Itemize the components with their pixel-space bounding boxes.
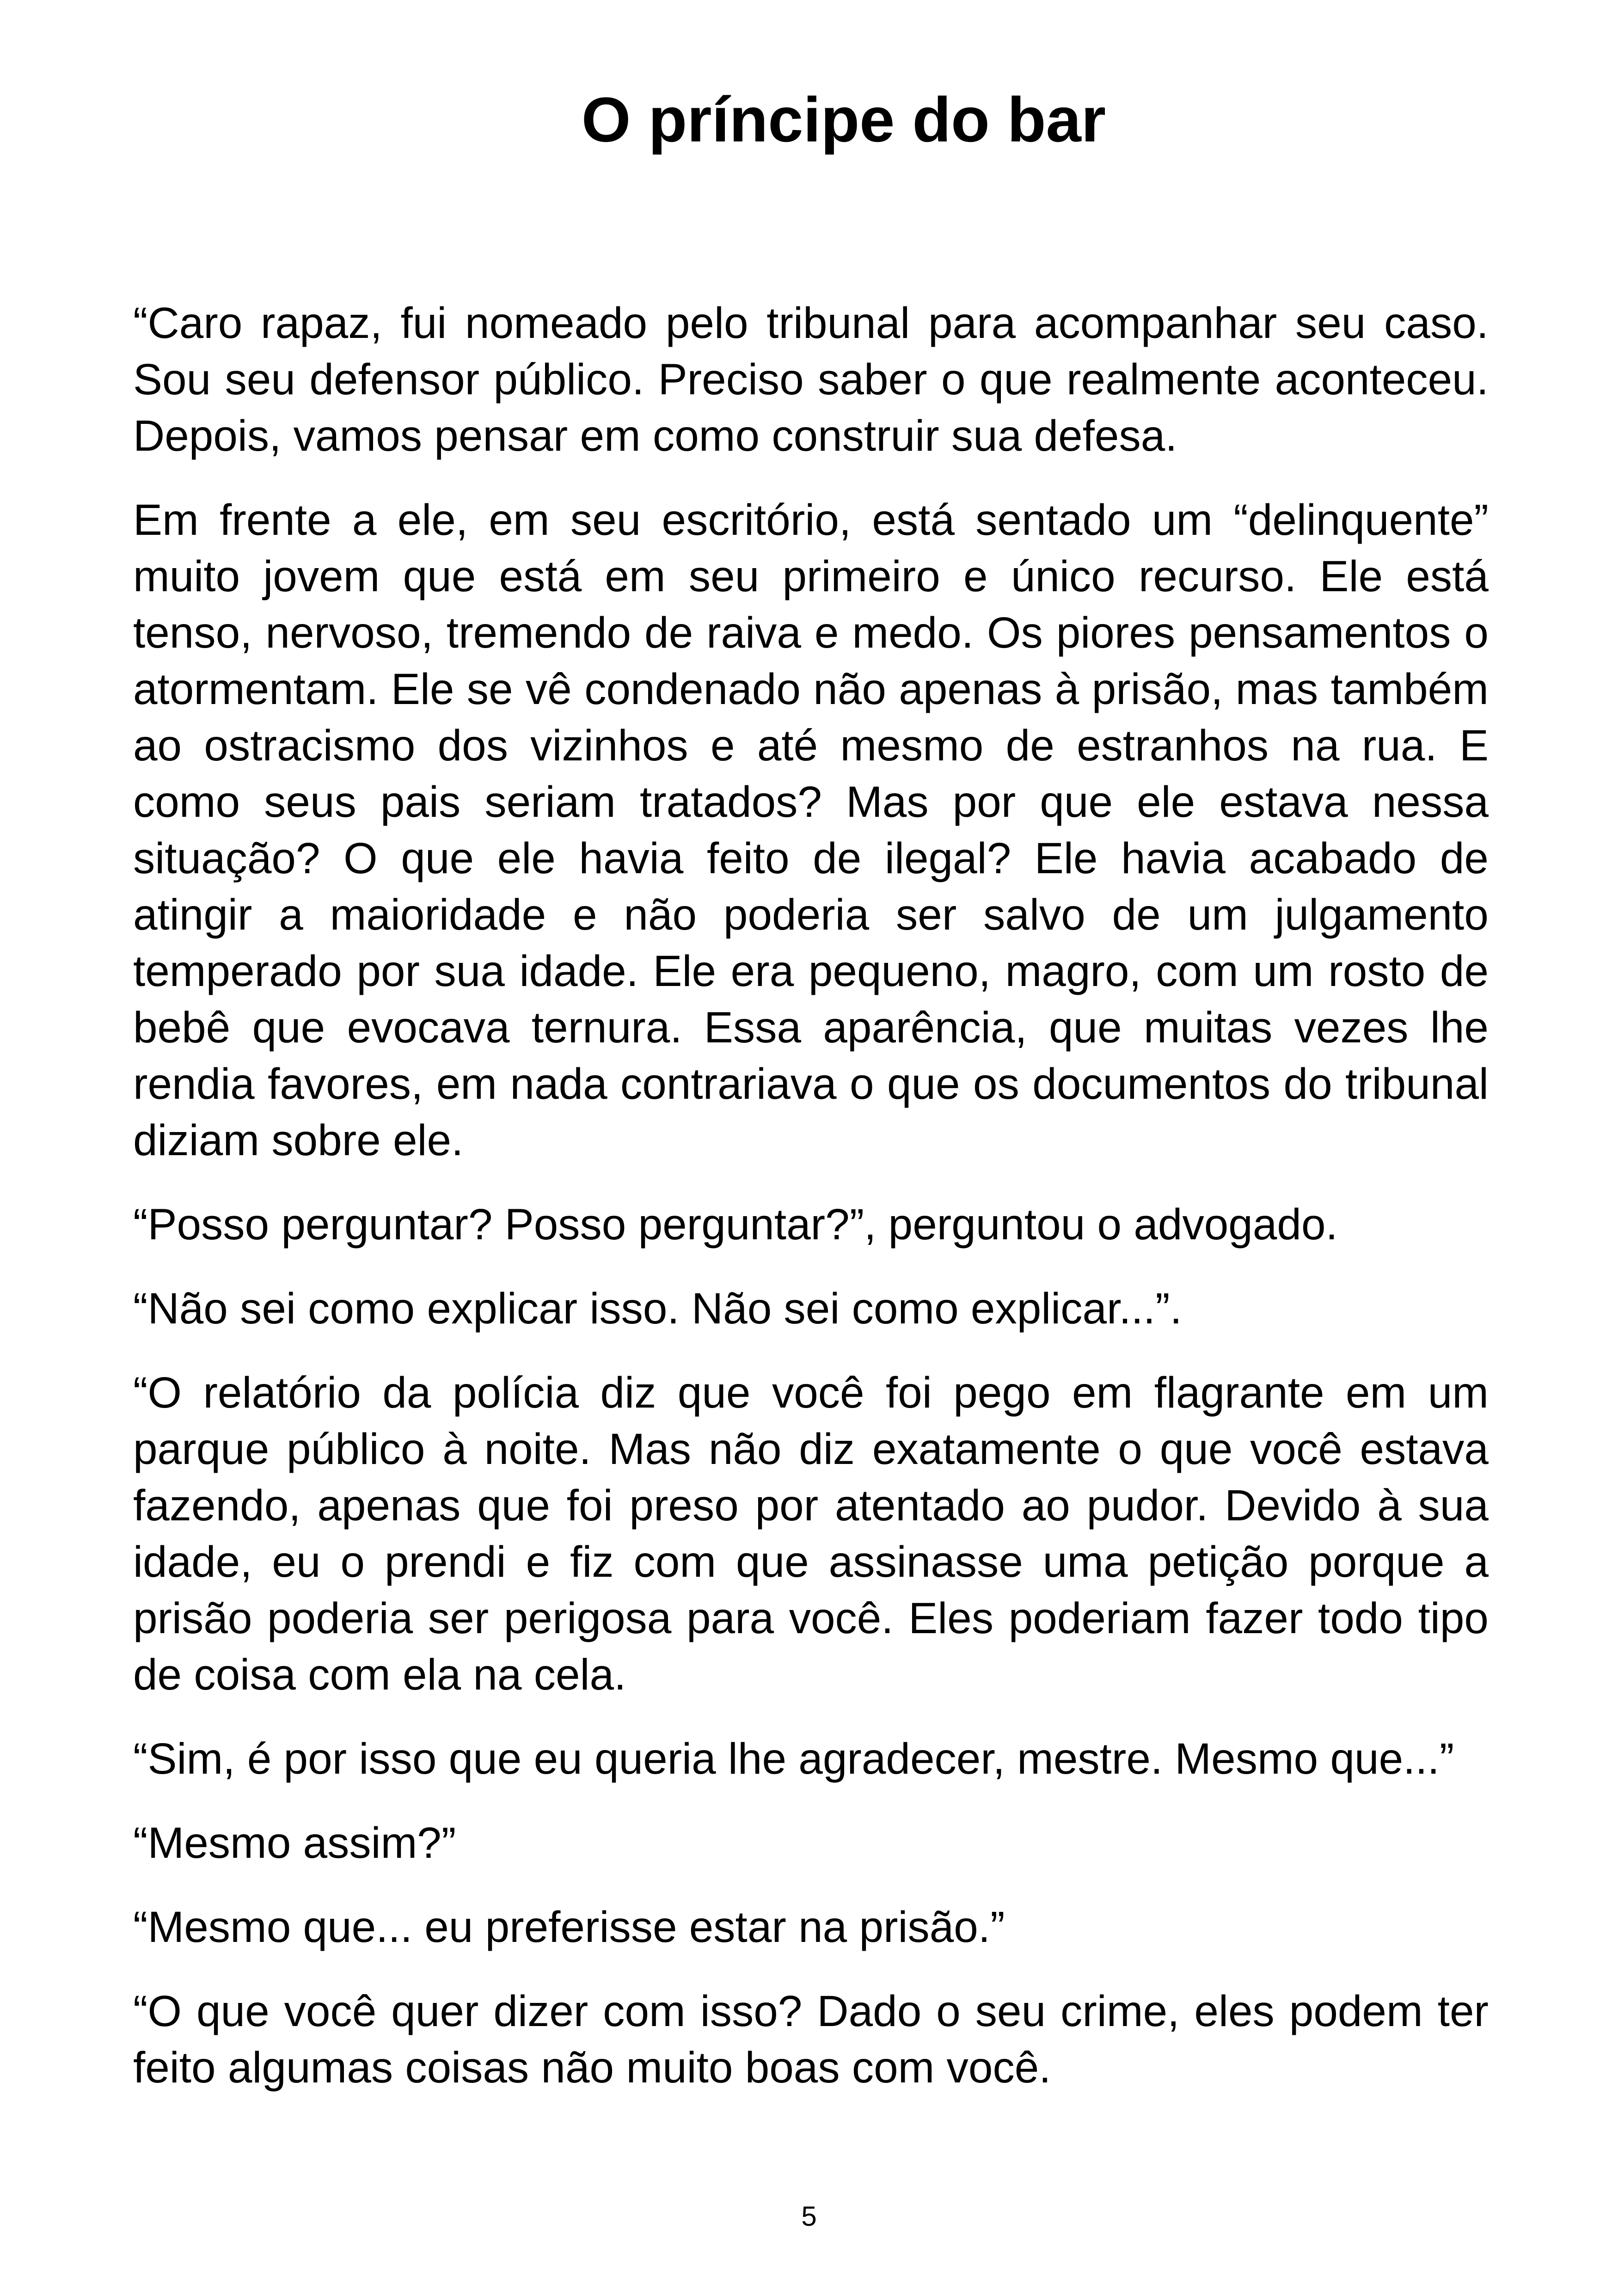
paragraph: “Mesmo que... eu preferisse estar na prisão.”	[133, 1903, 1005, 1952]
paragraph: “Caro rapaz, fui nomeado pelo tribunal para acompanhar seu caso. Sou seu defensor público. Preciso saber o que realmente aconteceu. Depois, vamos pensar em como construir sua defesa.	[133, 299, 1489, 460]
paragraph: “Mesmo assim?”	[133, 1818, 456, 1867]
paragraph: “O que você quer dizer com isso? Dado o seu crime, eles podem ter feito algumas coisas não muito boas com você.	[133, 1987, 1489, 2092]
chapter-title: O príncipe do bar	[581, 85, 1106, 155]
body-text	[133, 295, 1489, 2124]
paragraph: “Não sei como explicar isso. Não sei como explicar...”.	[133, 1284, 1182, 1333]
paragraph: Em frente a ele, em seu escritório, está sentado um “delinquente” muito jovem que está em seu primeiro e único recurso. Ele está tenso, nervoso, tremendo de raiva e medo. Os piores pensamentos o atormentam. Ele se vê condenado não apenas à prisão, mas também ao ostracismo dos vizinhos e até mesmo de estranhos na rua. E como seus pais seriam tratados? Mas por que ele estava nessa situação? O que ele havia feito de ilegal? Ele havia acabado de atingir a maioridade e não poderia ser salvo de um julgamento temperado por sua idade. Ele era pequeno, magro, com um rosto de bebê que evocava ternura. Essa aparência, que muitas vezes lhe rendia favores, em nada contrariava o que os documentos do tribunal diziam sobre ele.	[133, 496, 1489, 1165]
paragraph: “O relatório da polícia diz que você foi pego em flagrante em um parque público à noite. Mas não diz exatamente o que você estava fazendo, apenas que foi preso por atentado ao pudor. Devido à sua idade, eu o prendi e fiz com que assinasse uma petição porque a prisão poderia ser perigosa para você. Eles poderiam fazer todo tipo de coisa com ela na cela.	[133, 1368, 1489, 1699]
paragraph: “Sim, é por isso que eu queria lhe agradecer, mestre. Mesmo que...”	[133, 1734, 1454, 1783]
page-number: 5	[801, 2201, 817, 2232]
paragraph: “Posso perguntar? Posso perguntar?”, perguntou o advogado.	[133, 1200, 1338, 1249]
